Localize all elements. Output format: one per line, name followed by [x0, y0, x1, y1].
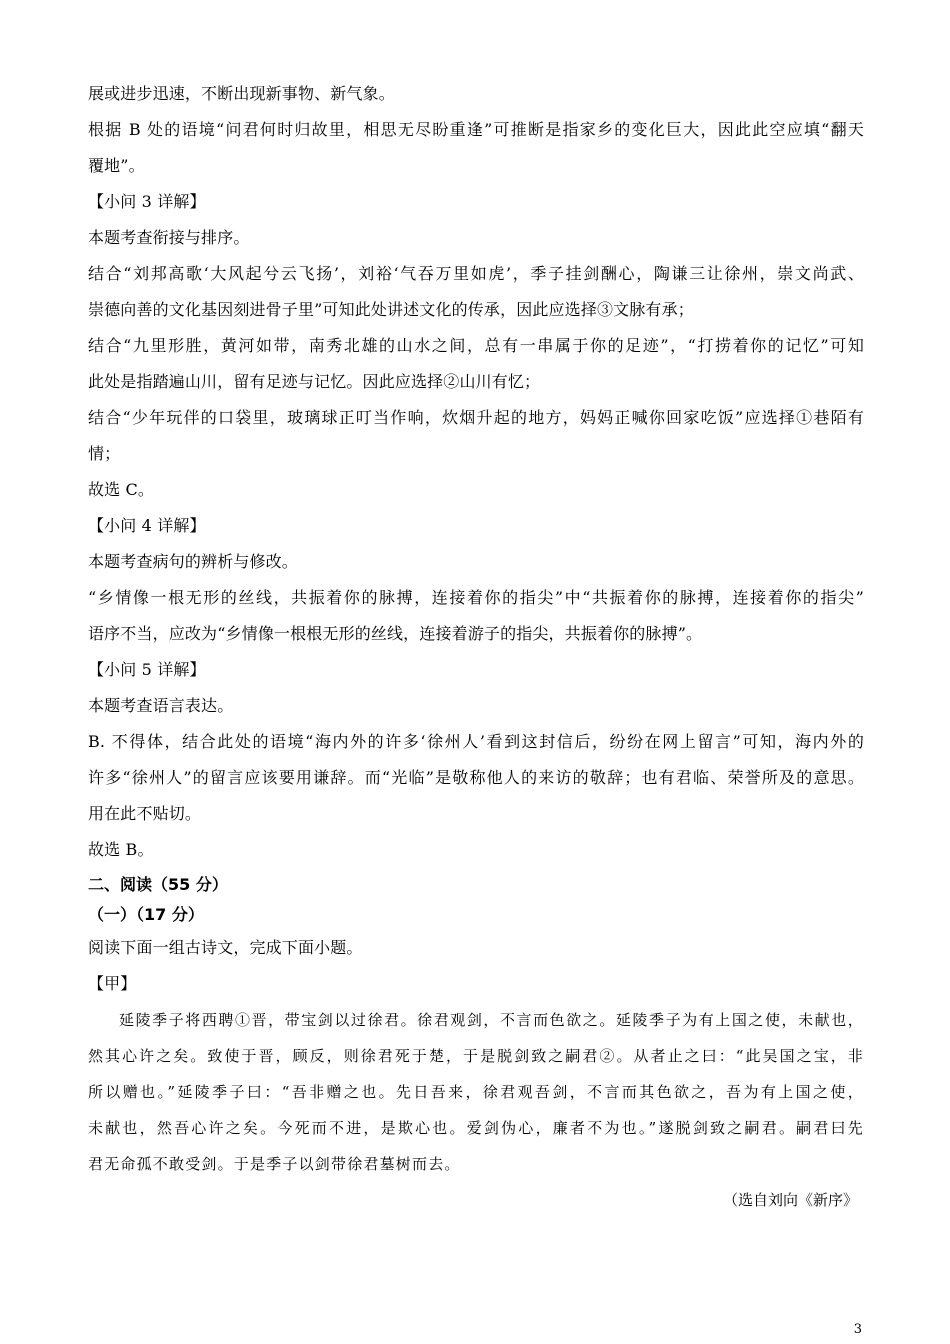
- text-line: 本题考查语言表达。: [88, 696, 234, 715]
- answer-line: 故选 C。: [88, 480, 155, 499]
- classical-text-line: 延陵季子将西聘①晋，带宝剑以过徐君。徐君观剑，不言而色欲之。延陵季子为有上国之使，未献也，: [119, 1011, 864, 1029]
- question-label: 【小问 4 详解】: [88, 516, 206, 535]
- text-line: 此处是指踏遍山川，留有足迹与记忆。因此应选择②山川有忆；: [88, 372, 541, 391]
- question-label: 【小问 5 详解】: [88, 660, 206, 679]
- text-line: 本题考查病句的辨析与修改。: [88, 552, 298, 571]
- text-line: 许多“徐州人”的留言应该要用谦辞。而“光临”是敬称他人的来访的敬辞；也有君临、荣誉所及的意思。: [88, 768, 864, 787]
- classical-text-line: 君无命孤不敢受剑。于是季子以剑带徐君墓树而去。: [88, 1155, 461, 1173]
- text-line: 本题考查衔接与排序。: [88, 228, 250, 247]
- document-page: [88, 76, 864, 1218]
- section-title: 二、阅读（55 分）: [88, 875, 228, 894]
- text-line: 根据 B 处的语境“问君何时归故里，相思无尽盼重逢”可推断是指家乡的变化巨大，因此此空应填“翻天: [88, 120, 864, 139]
- text-line: B. 不得体，结合此处的语境“海内外的许多‘徐州人’看到这封信后，纷纷在网上留言”可知，海内外的: [88, 732, 864, 751]
- classical-text-line: 所以赠也。”延陵季子曰：“吾非赠之也。先日吾来，徐君观吾剑，不言而其色欲之，吾为有上国之使，: [88, 1083, 864, 1101]
- text-line: 语序不当，应改为“乡情像一根根无形的丝线，连接着游子的指尖，共振着你的脉搏”。: [88, 624, 703, 643]
- answer-line: 故选 B。: [88, 840, 154, 859]
- text-line: 用在此不贴切。: [88, 804, 202, 823]
- text-line: 情；: [88, 444, 121, 463]
- text-line: “乡情像一根无形的丝线，共振着你的脉搏，连接着你的指尖”中“共振着你的脉搏，连接着你的指尖”: [88, 588, 864, 607]
- text-line: 结合“少年玩伴的口袋里，玻璃球正叮当作响，炊烟升起的地方，妈妈正喊你回家吃饭”应选择①巷陌有: [88, 408, 864, 427]
- passage-label: 【甲】: [88, 974, 137, 993]
- text-line: 结合“九里形胜，黄河如带，南秀北雄的山水之间，总有一串属于你的足迹”，“打捞着你的记忆”可知: [88, 336, 864, 355]
- question-label: 【小问 3 详解】: [88, 192, 206, 211]
- text-line: 崇德向善的文化基因刻进骨子里”可知此处讲述文化的传承，因此应选择③文脉有承；: [88, 300, 694, 319]
- classical-text-line: 未献也，然吾心许之矣。今死而不进，是欺心也。爱剑伪心，廉者不为也。”遂脱剑致之嗣君。嗣君曰先: [88, 1119, 864, 1137]
- text-line: 覆地”。: [88, 156, 145, 175]
- text-line: 展或进步迅速，不断出现新事物、新气象。: [88, 84, 395, 103]
- source-citation: （选自刘向《新序》: [722, 1191, 858, 1209]
- instruction-text: 阅读下面一组古诗文，完成下面小题。: [88, 938, 363, 957]
- classical-text-line: 然其心许之矣。致使于晋，顾反，则徐君死于楚，于是脱剑致之嗣君②。从者止之曰：“此吴国之宝，非: [88, 1047, 864, 1065]
- text-line: 结合“刘邦高歌‘大风起兮云飞扬’，刘裕‘气吞万里如虎’，季子挂剑酬心，陶谦三让徐州，崇文尚武、: [88, 264, 864, 283]
- page-number: 3: [853, 1322, 862, 1337]
- subsection-title: （一）（17 分）: [88, 905, 204, 924]
